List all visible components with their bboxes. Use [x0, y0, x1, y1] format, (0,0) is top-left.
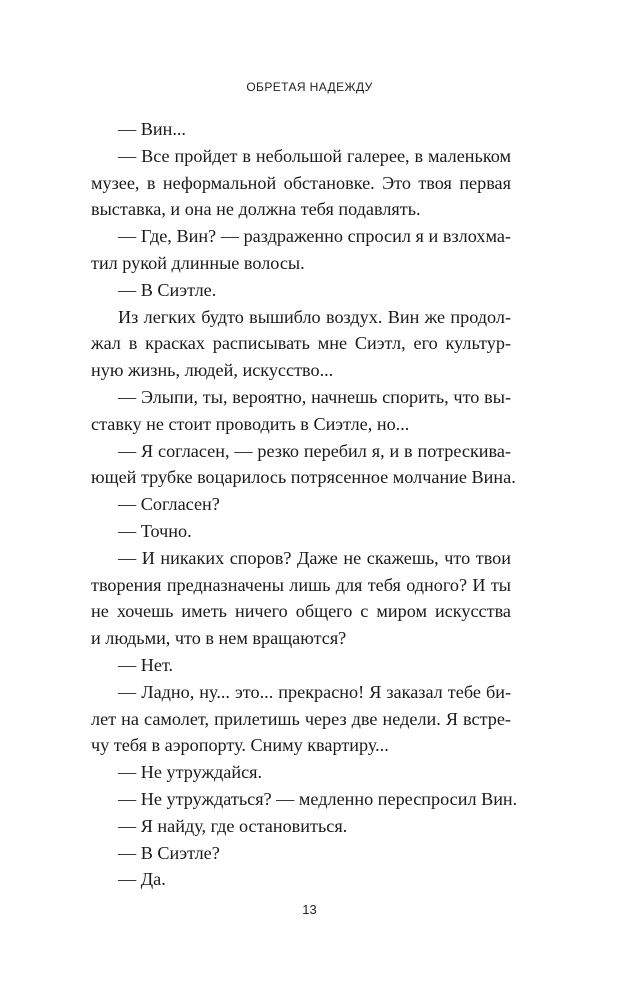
running-head: ОБРЕТАЯ НАДЕЖДУ — [246, 80, 373, 94]
text-line: — Точно. — [118, 520, 192, 541]
text-line: ставку не стоит проводить в Сиэтле, но... — [91, 413, 410, 434]
text-line: — Где, Вин? — раздраженно спросил я и взлохма- — [118, 226, 511, 247]
text-line: — Элыпи, ты, вероятно, начнешь спорить, что вы- — [118, 386, 511, 407]
text-line: чу тебя в аэропорту. Сниму квартиру... — [91, 735, 389, 756]
text-line: — Согласен? — [118, 494, 220, 515]
text-line: не хочешь иметь ничего общего с миром искусства — [91, 601, 511, 622]
text-line: — Вин... — [118, 119, 186, 139]
page-number: 13 — [302, 902, 317, 917]
text-line: жал в красках расписывать мне Сиэтл, его культур- — [91, 333, 511, 354]
text-line: творения предназначены лишь для тебя одного? И ты — [91, 574, 511, 595]
text-line: — В Сиэтле. — [118, 279, 217, 300]
text-line: ющей трубке воцарилось потрясенное молчание Вина. — [91, 467, 516, 488]
text-line: — Не утруждаться? — медленно переспросил Вин. — [118, 788, 518, 809]
text-line: — И никаких споров? Даже не скажешь, что твои — [118, 547, 511, 568]
text-line: выставка, и она не должна тебя подавлять. — [91, 199, 421, 220]
text-line: — Ладно, ну... это... прекрасно! Я заказал тебе би- — [118, 681, 511, 702]
body-text — [91, 116, 518, 893]
text-line: — Я согласен, — резко перебил я, и в потрескива- — [118, 440, 511, 461]
text-line: — Не утруждайся. — [118, 762, 263, 783]
text-line: — Да. — [118, 869, 166, 890]
text-line: и людьми, что в нем вращаются? — [91, 628, 347, 649]
text-line: ную жизнь, людей, искусство... — [91, 360, 334, 381]
text-line: Из легких будто вышибло воздух. Вин же продол- — [118, 306, 511, 327]
text-line: тил рукой длинные волосы. — [91, 252, 305, 273]
text-line: — Все пройдет в небольшой галерее, в маленьком — [118, 145, 511, 166]
text-line: — В Сиэтле? — [118, 842, 220, 863]
text-line: — Нет. — [118, 654, 174, 675]
text-line: — Я найду, где остановиться. — [118, 815, 348, 836]
text-line: лет на самолет, прилетишь через две недели. Я встре- — [91, 708, 511, 729]
text-line: музее, в неформальной обстановке. Это твоя первая — [91, 172, 511, 193]
